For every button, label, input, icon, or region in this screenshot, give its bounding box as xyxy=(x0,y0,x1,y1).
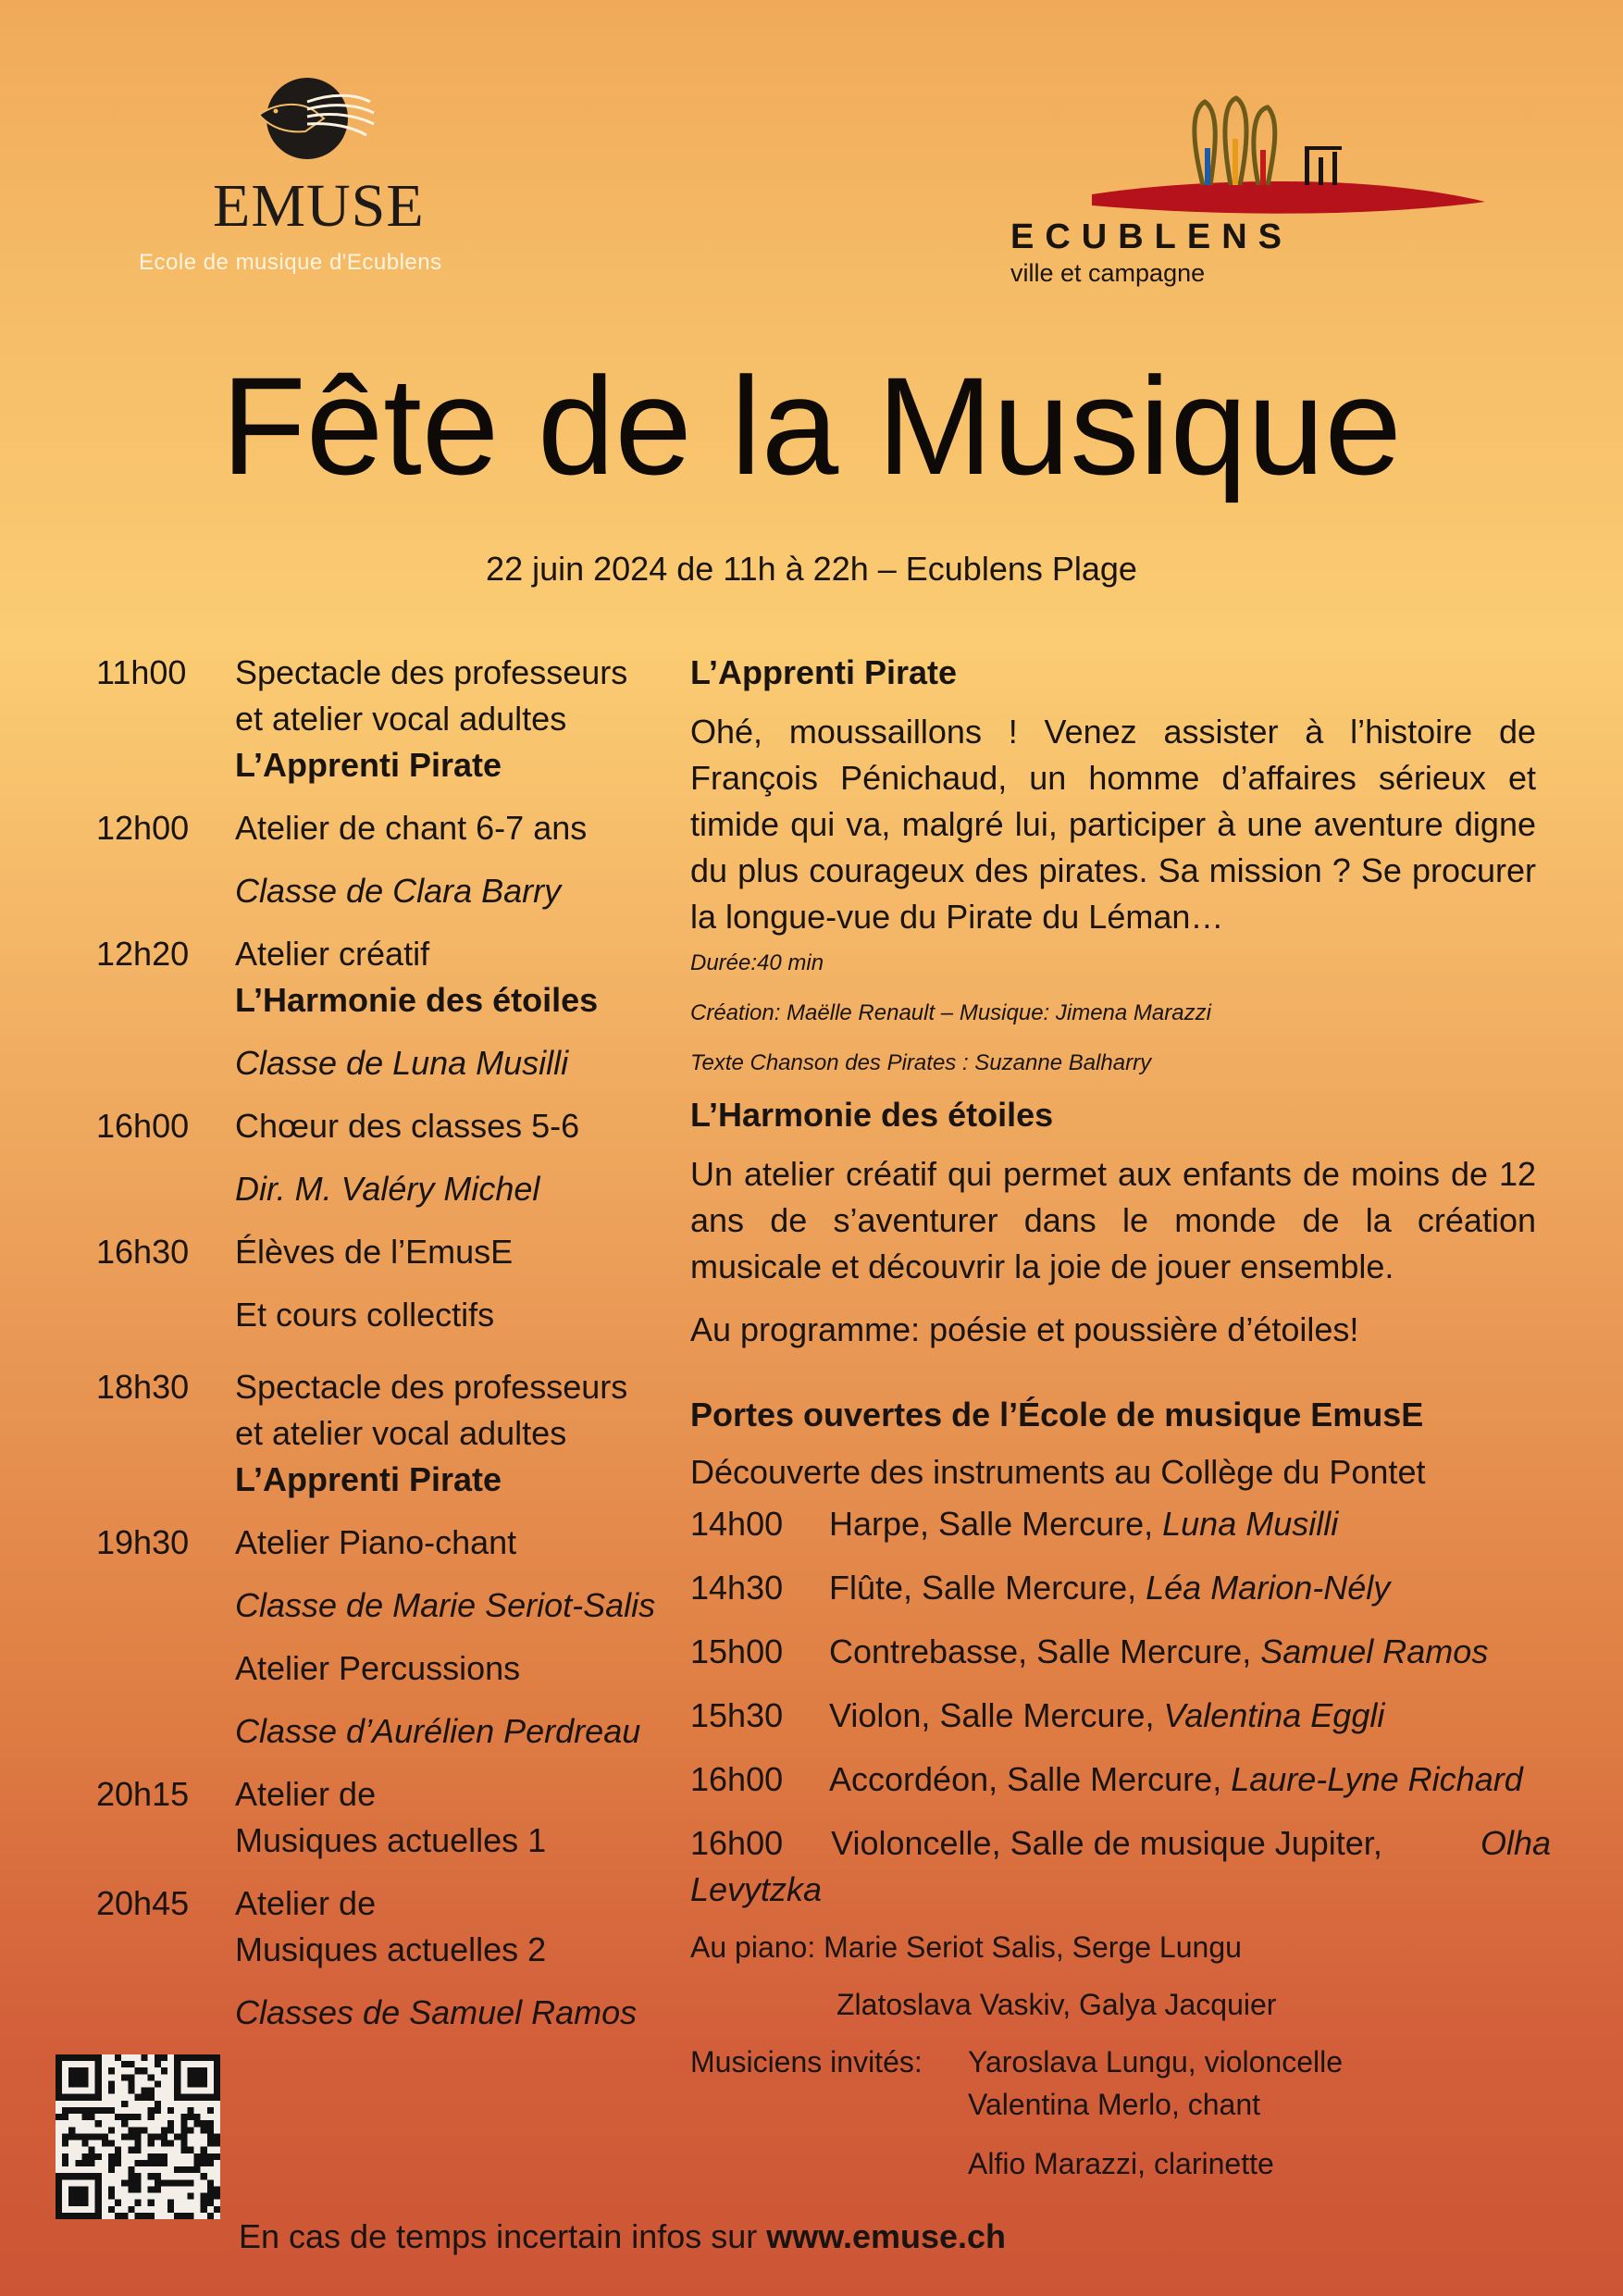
portes-last-teacher-2: Levytzka xyxy=(690,1870,823,1908)
guest-1: Yaroslava Lungu, violoncelle xyxy=(968,2045,1343,2079)
pirate-heading: L’Apprenti Pirate xyxy=(690,653,958,691)
guests-label: Musiciens invités: xyxy=(690,2045,923,2079)
guest-2: Valentina Merlo, chant xyxy=(968,2088,1261,2121)
ecublens-logo xyxy=(999,93,1499,296)
schedule-row xyxy=(96,1364,688,1503)
schedule-row xyxy=(96,1520,688,1755)
portes-item xyxy=(690,1629,1536,1675)
schedule-line: Spectacle des professeurs xyxy=(235,1368,628,1406)
schedule-line: et atelier vocal adultes xyxy=(235,700,567,738)
schedule-line: Classe de Marie Seriot-Salis xyxy=(235,1586,656,1624)
schedule-line: Atelier Percussions xyxy=(235,1649,521,1687)
schedule-row xyxy=(96,1771,688,1864)
schedule-row xyxy=(96,650,688,788)
ecublens-name: ECUBLENS xyxy=(1010,217,1294,256)
guest-3: Alfio Marazzi, clarinette xyxy=(968,2147,1274,2180)
schedule-line: et atelier vocal adultes xyxy=(235,1414,567,1452)
schedule-line: L’Apprenti Pirate xyxy=(235,746,502,784)
page-title: Fête de la Musique xyxy=(221,348,1402,503)
portes-last-text: Violoncelle, Salle de musique Jupiter, xyxy=(831,1824,1382,1862)
portes-item-teacher: Laure-Lyne Richard xyxy=(1231,1760,1523,1798)
schedule-line: Atelier de xyxy=(235,1775,377,1813)
portes-item-text: Harpe, Salle Mercure, xyxy=(829,1505,1163,1543)
portes-item-time: 14h00 xyxy=(690,1505,784,1543)
schedule-line: Classe de Clara Barry xyxy=(235,872,562,910)
schedule-line: Et cours collectifs xyxy=(235,1296,495,1334)
schedule-line: Spectacle des professeurs xyxy=(235,653,628,691)
schedule-time: 20h15 xyxy=(96,1775,190,1813)
qr-code-icon[interactable] xyxy=(56,2054,220,2219)
portes-item-time: 15h30 xyxy=(690,1696,784,1734)
schedule-row xyxy=(96,931,688,1086)
schedule-line: Chœur des classes 5-6 xyxy=(235,1107,580,1145)
schedule-line: L’Apprenti Pirate xyxy=(235,1460,502,1498)
schedule-line: Classes de Samuel Ramos xyxy=(235,1993,638,2031)
emuse-bird-icon xyxy=(250,74,379,167)
schedule xyxy=(96,650,688,2053)
portes-item-time: 15h00 xyxy=(690,1632,784,1670)
ecublens-subtitle: ville et campagne xyxy=(1010,259,1206,287)
portes-item xyxy=(690,1501,1536,1547)
portes-item-text: Accordéon, Salle Mercure, xyxy=(829,1760,1232,1798)
portes-item-time: 16h00 xyxy=(690,1760,784,1798)
portes-item-teacher: Léa Marion-Nély xyxy=(1146,1569,1391,1607)
portes-item-text: Flûte, Salle Mercure, xyxy=(829,1569,1146,1607)
harmonie-program: Au programme: poésie et poussière d’étoiles! xyxy=(690,1310,1359,1348)
portes-last-item xyxy=(690,1820,1551,1913)
portes-item-time: 14h30 xyxy=(690,1569,784,1607)
piano-label: Au piano: xyxy=(690,1930,816,1964)
schedule-row xyxy=(96,805,688,914)
footer xyxy=(239,2217,1006,2256)
portes-item xyxy=(690,1756,1536,1803)
footer-text: En cas de temps incertain infos sur xyxy=(239,2217,767,2255)
pirate-duration: Durée:40 min xyxy=(690,950,824,975)
portes-intro: Découverte des instruments au Collège du Pontet xyxy=(690,1453,1426,1491)
right-column xyxy=(690,650,1551,2185)
schedule-line: L’Harmonie des étoiles xyxy=(235,981,599,1019)
schedule-time: 11h00 xyxy=(96,653,187,691)
piano-block xyxy=(690,1926,1536,2026)
piano-line-2: Zlatoslava Vaskiv, Galya Jacquier xyxy=(836,1988,1277,2021)
schedule-line: Atelier de chant 6-7 ans xyxy=(235,809,588,847)
schedule-time: 12h20 xyxy=(96,935,190,973)
pirate-creation: Création: Maëlle Renault – Musique: Jimena Marazzi xyxy=(690,1000,1211,1025)
schedule-row xyxy=(96,1103,688,1212)
schedule-line: Classe de Luna Musilli xyxy=(235,1044,569,1082)
schedule-line: Atelier créatif xyxy=(235,935,430,973)
schedule-time: 16h30 xyxy=(96,1233,190,1271)
website-link[interactable]: www.emuse.ch xyxy=(766,2217,1007,2255)
harmonie-description: Un atelier créatif qui permet aux enfants de moins de 12 ans de s’aventurer dans le monde de la création musicale et découvrir la joie de jouer ensemble. xyxy=(690,1155,1536,1285)
portes-list xyxy=(690,1501,1536,1803)
pirate-lyrics: Texte Chanson des Pirates : Suzanne Balharry xyxy=(690,1050,1152,1075)
schedule-line: Musiques actuelles 2 xyxy=(235,1930,547,1968)
portes-item-teacher: Valentina Eggli xyxy=(1163,1696,1385,1734)
schedule-time: 16h00 xyxy=(96,1107,190,1145)
schedule-time: 19h30 xyxy=(96,1523,190,1561)
portes-item-teacher: Luna Musilli xyxy=(1162,1505,1339,1543)
schedule-time: 12h00 xyxy=(96,809,190,847)
emuse-logo xyxy=(139,74,500,287)
ecublens-trees-icon xyxy=(999,93,1499,222)
schedule-line: Atelier de xyxy=(235,1884,377,1922)
guests-block xyxy=(690,2041,1536,2185)
portes-item-text: Violon, Salle Mercure, xyxy=(829,1696,1164,1734)
schedule-time: 20h45 xyxy=(96,1884,190,1922)
schedule-line: Musiques actuelles 1 xyxy=(235,1821,547,1859)
schedule-time: 18h30 xyxy=(96,1368,190,1406)
schedule-row xyxy=(96,1880,688,2036)
emuse-name: EMUSE xyxy=(213,172,425,240)
schedule-row xyxy=(96,1229,688,1338)
portes-item xyxy=(690,1565,1536,1611)
portes-item-teacher: Samuel Ramos xyxy=(1260,1632,1489,1670)
portes-heading: Portes ouvertes de l’École de musique EmusE xyxy=(690,1396,1424,1433)
portes-last-teacher-1: Olha xyxy=(1480,1824,1551,1862)
portes-item-text: Contrebasse, Salle Mercure, xyxy=(829,1632,1261,1670)
pirate-description: Ohé, moussaillons ! Venez assister à l’histoire de François Pénichaud, un homme d’affaires sérieux et timide qui va, malgré lui, participer à une aventure digne du plus courageux des pirates. Sa mission ? Se procurer la longue-vue du Pirate du Léman… xyxy=(690,713,1536,936)
schedule-line: Classe d’Aurélien Perdreau xyxy=(235,1712,641,1750)
event-date: 22 juin 2024 de 11h à 22h – Ecublens Plage xyxy=(486,550,1137,588)
portes-item xyxy=(690,1693,1536,1739)
schedule-line: Dir. M. Valéry Michel xyxy=(235,1170,540,1208)
emuse-subtitle: Ecole de musique d'Ecublens xyxy=(139,250,442,275)
harmonie-heading: L’Harmonie des étoiles xyxy=(690,1096,1054,1134)
schedule-line: Élèves de l’EmusE xyxy=(235,1233,514,1271)
schedule-line: Atelier Piano-chant xyxy=(235,1523,517,1561)
piano-line-1: Marie Seriot Salis, Serge Lungu xyxy=(824,1930,1242,1964)
portes-last-time: 16h00 xyxy=(690,1824,784,1862)
